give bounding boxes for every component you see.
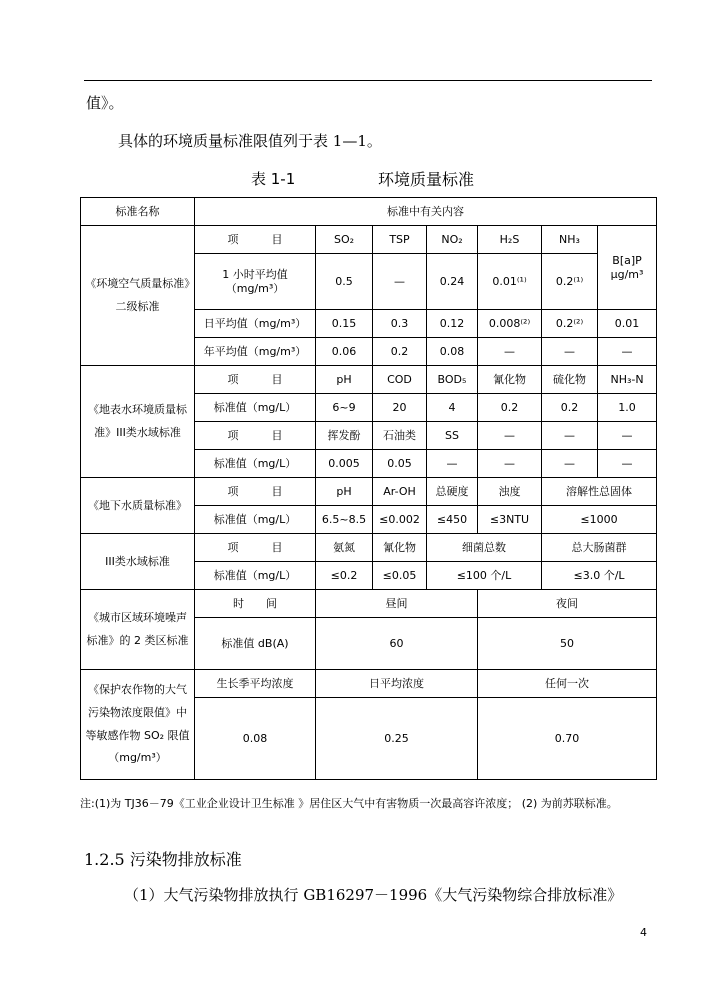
page-number: 4 [640, 926, 647, 939]
sw-std-label-1: 标准值（mg/L） [195, 394, 316, 422]
air-yearly-nh3: — [542, 338, 598, 366]
gw-param: Ar-OH [373, 478, 427, 506]
gw-value: ≤0.05 [373, 562, 427, 590]
sw-param: 石油类 [373, 422, 427, 450]
sw-value: 6~9 [316, 394, 373, 422]
gw-param: 细菌总数 [427, 534, 542, 562]
sw-value: — [478, 450, 542, 478]
noise-day-header: 昼间 [316, 590, 478, 618]
air-tsp: TSP [373, 226, 427, 254]
sw-param: 挥发酚 [316, 422, 373, 450]
crop-value-any: 0.70 [478, 698, 657, 780]
air-hourly-no2: 0.24 [427, 254, 478, 310]
air-nh3: NH₃ [542, 226, 598, 254]
air-hourly-label: 1 小时平均值（mg/m³） [195, 254, 316, 310]
air-yearly-label: 年平均值（mg/m³） [195, 338, 316, 366]
sw-item-label-1: 项 目 [195, 366, 316, 394]
text-line-1: 值》。 [86, 94, 124, 112]
gw-std-label-1: 标准值（mg/L） [195, 506, 316, 534]
air-daily-label: 日平均值（mg/m³） [195, 310, 316, 338]
air-standard-name: 《环境空气质量标准》二级标准 [81, 226, 195, 366]
gw-value: 6.5~8.5 [316, 506, 373, 534]
gw-value: ≤1000 [542, 506, 657, 534]
sw-value: — [427, 450, 478, 478]
air-daily-no2: 0.12 [427, 310, 478, 338]
gw-value: ≤3.0 个/L [542, 562, 657, 590]
air-item-label: 项 目 [195, 226, 316, 254]
air-yearly-bap: — [598, 338, 657, 366]
gw-param: 总大肠菌群 [542, 534, 657, 562]
sw-item-label-2: 项 目 [195, 422, 316, 450]
sw-param: NH₃-N [598, 366, 657, 394]
gw-param: pH [316, 478, 373, 506]
air-yearly-so2: 0.06 [316, 338, 373, 366]
noise-night-value: 50 [478, 618, 657, 670]
table-title: 环境质量标准 [378, 170, 475, 189]
sw-value: 0.2 [542, 394, 598, 422]
air-daily-tsp: 0.3 [373, 310, 427, 338]
noise-day-value: 60 [316, 618, 478, 670]
gw-value: ≤0.002 [373, 506, 427, 534]
air-daily-h2s: 0.008⁽²⁾ [478, 310, 542, 338]
sw-param: SS [427, 422, 478, 450]
groundwater-name-2: III类水域标准 [81, 534, 195, 590]
air-daily-bap: 0.01 [598, 310, 657, 338]
sw-value: 4 [427, 394, 478, 422]
air-h2s: H₂S [478, 226, 542, 254]
groundwater-name-1: 《地下水质量标准》 [81, 478, 195, 534]
sw-value: 0.05 [373, 450, 427, 478]
gw-param: 氰化物 [373, 534, 427, 562]
crop-value-season: 0.08 [195, 698, 316, 780]
sw-param: 硫化物 [542, 366, 598, 394]
air-bap: B[a]P μg/m³ [598, 226, 657, 310]
gw-value: ≤3NTU [478, 506, 542, 534]
sw-value: — [598, 450, 657, 478]
gw-value: ≤100 个/L [427, 562, 542, 590]
surface-water-name: 《地表水环境质量标准》III类水域标准 [81, 366, 195, 478]
crop-header-daily: 日平均浓度 [316, 670, 478, 698]
crop-standard-name: 《保护农作物的大气污染物浓度限值》中等敏感作物 SO₂ 限值（mg/m³） [81, 670, 195, 780]
sw-value: 20 [373, 394, 427, 422]
standards-table [80, 197, 657, 780]
table-number: 表 1-1 [251, 170, 296, 188]
header-content: 标准中有关内容 [195, 198, 657, 226]
paragraph-emission: （1）大气污染物排放执行 GB16297－1996《大气污染物综合排放标准》 [124, 886, 623, 904]
sw-param: — [478, 422, 542, 450]
crop-value-daily: 0.25 [316, 698, 478, 780]
sw-param: — [542, 422, 598, 450]
text-line-2: 具体的环境质量标准限值列于表 1—1。 [118, 132, 382, 150]
air-daily-nh3: 0.2⁽²⁾ [542, 310, 598, 338]
gw-param: 总硬度 [427, 478, 478, 506]
air-yearly-tsp: 0.2 [373, 338, 427, 366]
air-hourly-nh3: 0.2⁽¹⁾ [542, 254, 598, 310]
air-hourly-tsp: — [373, 254, 427, 310]
crop-header-season: 生长季平均浓度 [195, 670, 316, 698]
sw-std-label-2: 标准值（mg/L） [195, 450, 316, 478]
sw-value: 1.0 [598, 394, 657, 422]
gw-param: 溶解性总固体 [542, 478, 657, 506]
sw-value: 0.005 [316, 450, 373, 478]
section-heading: 1.2.5 污染物排放标准 [84, 850, 242, 869]
sw-param: 氰化物 [478, 366, 542, 394]
air-so2: SO₂ [316, 226, 373, 254]
noise-standard-name: 《城市区域环境噪声标准》的 2 类区标准 [81, 590, 195, 670]
sw-value: — [542, 450, 598, 478]
air-no2: NO₂ [427, 226, 478, 254]
header-name: 标准名称 [81, 198, 195, 226]
sw-value: 0.2 [478, 394, 542, 422]
gw-param: 氨氮 [316, 534, 373, 562]
sw-param: COD [373, 366, 427, 394]
gw-std-label-2: 标准值（mg/L） [195, 562, 316, 590]
air-hourly-so2: 0.5 [316, 254, 373, 310]
gw-value: ≤0.2 [316, 562, 373, 590]
air-daily-so2: 0.15 [316, 310, 373, 338]
air-yearly-no2: 0.08 [427, 338, 478, 366]
gw-param: 浊度 [478, 478, 542, 506]
sw-param: BOD₅ [427, 366, 478, 394]
noise-time-label: 时 间 [195, 590, 316, 618]
crop-header-any: 任何一次 [478, 670, 657, 698]
air-hourly-h2s: 0.01⁽¹⁾ [478, 254, 542, 310]
noise-std-label: 标准值 dB(A) [195, 618, 316, 670]
sw-param: pH [316, 366, 373, 394]
sw-param: — [598, 422, 657, 450]
gw-item-label-2: 项 目 [195, 534, 316, 562]
header-rule [84, 80, 652, 81]
table-note: 注:(1)为 TJ36－79《工业企业设计卫生标准 》居住区大气中有害物质一次最高容许浓度； (2) 为前苏联标准。 [80, 797, 618, 810]
noise-night-header: 夜间 [478, 590, 657, 618]
air-yearly-h2s: — [478, 338, 542, 366]
gw-item-label-1: 项 目 [195, 478, 316, 506]
gw-value: ≤450 [427, 506, 478, 534]
